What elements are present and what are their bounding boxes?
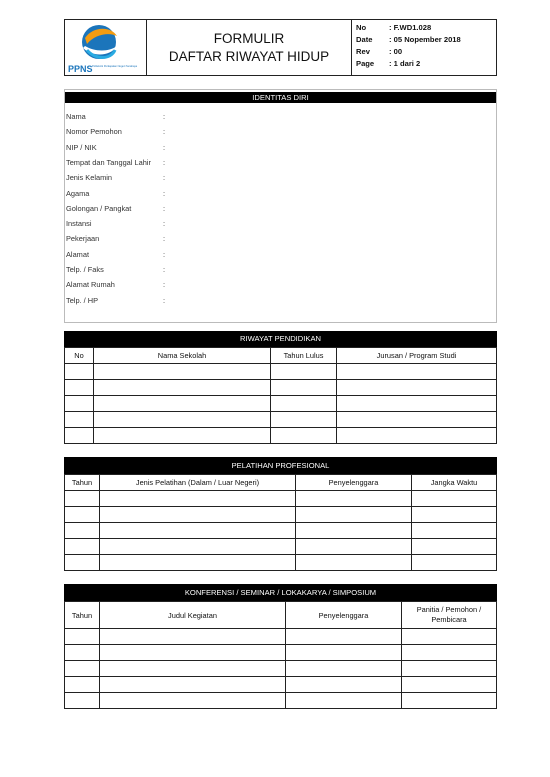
konferensi-title-bar: KONFERENSI / SEMINAR / LOKAKARYA / SIMPOSIUM <box>64 584 497 601</box>
pendidikan-table <box>64 347 497 444</box>
meta-row-no <box>356 22 492 34</box>
table-cell[interactable] <box>100 555 296 571</box>
identitas-field-row <box>66 219 366 231</box>
table-cell[interactable] <box>94 364 271 380</box>
col-header: Tahun <box>65 602 100 629</box>
field-colon: : <box>163 295 166 305</box>
col-header: Tahun <box>65 475 100 491</box>
field-colon: : <box>163 142 166 152</box>
meta-value: : 05 Nopember 2018 <box>389 35 461 44</box>
table-row <box>65 428 497 444</box>
table-cell[interactable] <box>402 661 497 677</box>
table-cell[interactable] <box>65 412 94 428</box>
table-cell[interactable] <box>100 539 296 555</box>
field-colon: : <box>163 112 166 121</box>
table-cell[interactable] <box>94 428 271 444</box>
table-row <box>65 677 497 693</box>
table-cell[interactable] <box>271 428 337 444</box>
table-cell[interactable] <box>402 693 497 709</box>
table-cell[interactable] <box>412 507 497 523</box>
field-colon: : <box>163 173 166 183</box>
table-cell[interactable] <box>402 677 497 693</box>
table-cell[interactable] <box>94 380 271 396</box>
meta-key: Page <box>356 59 375 68</box>
identitas-field-row <box>66 143 366 155</box>
title-line-2: DAFTAR RIWAYAT HIDUP <box>168 48 330 64</box>
table-cell[interactable] <box>296 555 412 571</box>
meta-row-page <box>356 58 492 70</box>
identitas-field-row <box>66 265 366 277</box>
table-cell[interactable] <box>65 491 100 507</box>
identitas-field-row <box>66 296 366 308</box>
pelatihan-header-row <box>65 475 497 491</box>
table-cell[interactable] <box>100 645 286 661</box>
konferensi-header-row <box>65 602 497 629</box>
field-label: Nama <box>66 112 86 121</box>
field-label: Pekerjaan <box>66 234 100 244</box>
table-cell[interactable] <box>286 629 402 645</box>
meta-value: : F.WD1.028 <box>389 23 432 32</box>
table-cell[interactable] <box>100 693 286 709</box>
table-row <box>65 645 497 661</box>
table-cell[interactable] <box>65 661 100 677</box>
table-row <box>65 539 497 555</box>
table-row <box>65 491 497 507</box>
table-row <box>65 380 497 396</box>
table-cell[interactable] <box>412 523 497 539</box>
table-cell[interactable] <box>100 629 286 645</box>
field-colon: : <box>163 127 166 137</box>
col-header: Tahun Lulus <box>271 348 337 364</box>
table-cell[interactable] <box>412 491 497 507</box>
table-cell[interactable] <box>286 693 402 709</box>
col-header: Nama Sekolah <box>94 348 271 364</box>
logo-text: PPNS <box>68 64 93 74</box>
field-label: NIP / NIK <box>66 142 97 152</box>
pendidikan-title-bar: RIWAYAT PENDIDIKAN <box>64 331 497 347</box>
field-label: Nomor Pemohon <box>66 127 122 137</box>
table-row <box>65 507 497 523</box>
col-header: Penyelenggara <box>286 602 402 629</box>
table-cell[interactable] <box>296 507 412 523</box>
meta-value: : 00 <box>389 47 403 56</box>
field-label: Tempat dan Tanggal Lahir <box>66 157 151 167</box>
pelatihan-table <box>64 474 497 571</box>
identitas-field-row <box>66 234 366 246</box>
field-colon: : <box>163 265 166 274</box>
field-label: Instansi <box>66 219 92 229</box>
table-cell[interactable] <box>100 677 286 693</box>
field-colon: : <box>163 280 166 290</box>
field-colon: : <box>163 203 166 213</box>
col-header: Panitia / Pemohon / Pembicara <box>402 602 497 629</box>
table-row <box>65 396 497 412</box>
table-cell[interactable] <box>296 491 412 507</box>
identitas-title-bar: IDENTITAS DIRI <box>64 92 497 103</box>
field-colon: : <box>163 219 166 229</box>
table-cell[interactable] <box>65 629 100 645</box>
table-cell[interactable] <box>402 629 497 645</box>
field-label: Golongan / Pangkat <box>66 203 132 213</box>
table-cell[interactable] <box>296 523 412 539</box>
title-line-1: FORMULIR <box>213 30 285 46</box>
table-cell[interactable] <box>94 396 271 412</box>
table-cell[interactable] <box>271 396 337 412</box>
table-cell[interactable] <box>271 412 337 428</box>
konferensi-table <box>64 601 497 709</box>
identitas-field-row <box>66 189 366 201</box>
table-cell[interactable] <box>337 412 497 428</box>
identitas-field-row <box>66 280 366 292</box>
table-cell[interactable] <box>286 645 402 661</box>
table-cell[interactable] <box>271 364 337 380</box>
table-cell[interactable] <box>65 677 100 693</box>
col-header: No <box>65 348 94 364</box>
col-header: Jenis Pelatihan (Dalam / Luar Negeri) <box>100 475 296 491</box>
meta-value: : 1 dari 2 <box>389 59 421 68</box>
meta-key: Date <box>356 35 373 44</box>
table-cell[interactable] <box>65 555 100 571</box>
field-label: Telp. / Faks <box>66 265 104 274</box>
identitas-field-row <box>66 127 366 139</box>
table-cell[interactable] <box>412 555 497 571</box>
table-row <box>65 523 497 539</box>
ppns-logo <box>65 20 146 75</box>
table-cell[interactable] <box>65 523 100 539</box>
meta-row-date <box>356 34 492 46</box>
table-cell[interactable] <box>337 364 497 380</box>
table-row <box>65 555 497 571</box>
field-colon: : <box>163 188 166 198</box>
field-colon: : <box>163 234 166 244</box>
table-cell[interactable] <box>65 364 94 380</box>
table-cell[interactable] <box>65 693 100 709</box>
field-label: Agama <box>66 188 90 198</box>
field-label: Jenis Kelamin <box>66 173 113 183</box>
identitas-field-row <box>66 158 366 170</box>
table-cell[interactable] <box>100 661 286 677</box>
identitas-field-row <box>66 204 366 216</box>
table-cell[interactable] <box>337 396 497 412</box>
table-cell[interactable] <box>100 523 296 539</box>
logo-cell <box>65 20 147 76</box>
table-cell[interactable] <box>100 491 296 507</box>
field-colon: : <box>163 249 166 259</box>
pelatihan-title-bar: PELATIHAN PROFESIONAL <box>64 457 497 474</box>
identitas-field-row <box>66 250 366 262</box>
table-row <box>65 364 497 380</box>
table-cell[interactable] <box>100 507 296 523</box>
table-cell[interactable] <box>65 645 100 661</box>
table-cell[interactable] <box>65 380 94 396</box>
meta-row-rev <box>356 46 492 58</box>
table-cell[interactable] <box>65 396 94 412</box>
table-cell[interactable] <box>296 539 412 555</box>
table-row <box>65 629 497 645</box>
col-header: Jurusan / Program Studi <box>337 348 497 364</box>
table-cell[interactable] <box>337 428 497 444</box>
identitas-field-row <box>66 112 366 124</box>
col-header: Jangka Waktu <box>412 475 497 491</box>
document-header <box>64 19 497 76</box>
table-cell[interactable] <box>271 380 337 396</box>
form-title <box>147 20 352 76</box>
table-row <box>65 661 497 677</box>
table-row <box>65 693 497 709</box>
document-meta <box>352 20 497 76</box>
field-label: Alamat Rumah <box>66 280 115 290</box>
field-label: Alamat <box>66 249 90 259</box>
meta-key: No <box>356 23 367 32</box>
table-cell[interactable] <box>65 507 100 523</box>
table-cell[interactable] <box>65 539 100 555</box>
field-label: Telp. / HP <box>66 295 99 305</box>
col-header: Penyelenggara <box>296 475 412 491</box>
table-cell[interactable] <box>412 539 497 555</box>
table-cell[interactable] <box>286 677 402 693</box>
table-cell[interactable] <box>402 645 497 661</box>
table-cell[interactable] <box>337 380 497 396</box>
col-header: Judul Kegiatan <box>100 602 286 629</box>
field-colon: : <box>163 157 166 167</box>
pendidikan-header-row <box>65 348 497 364</box>
table-cell[interactable] <box>94 412 271 428</box>
table-cell[interactable] <box>286 661 402 677</box>
table-cell[interactable] <box>65 428 94 444</box>
identitas-field-row <box>66 173 366 185</box>
table-row <box>65 412 497 428</box>
logo-subtext: Politeknik Perkapalan Negeri Surabaya <box>92 65 138 68</box>
meta-key: Rev <box>356 47 370 56</box>
